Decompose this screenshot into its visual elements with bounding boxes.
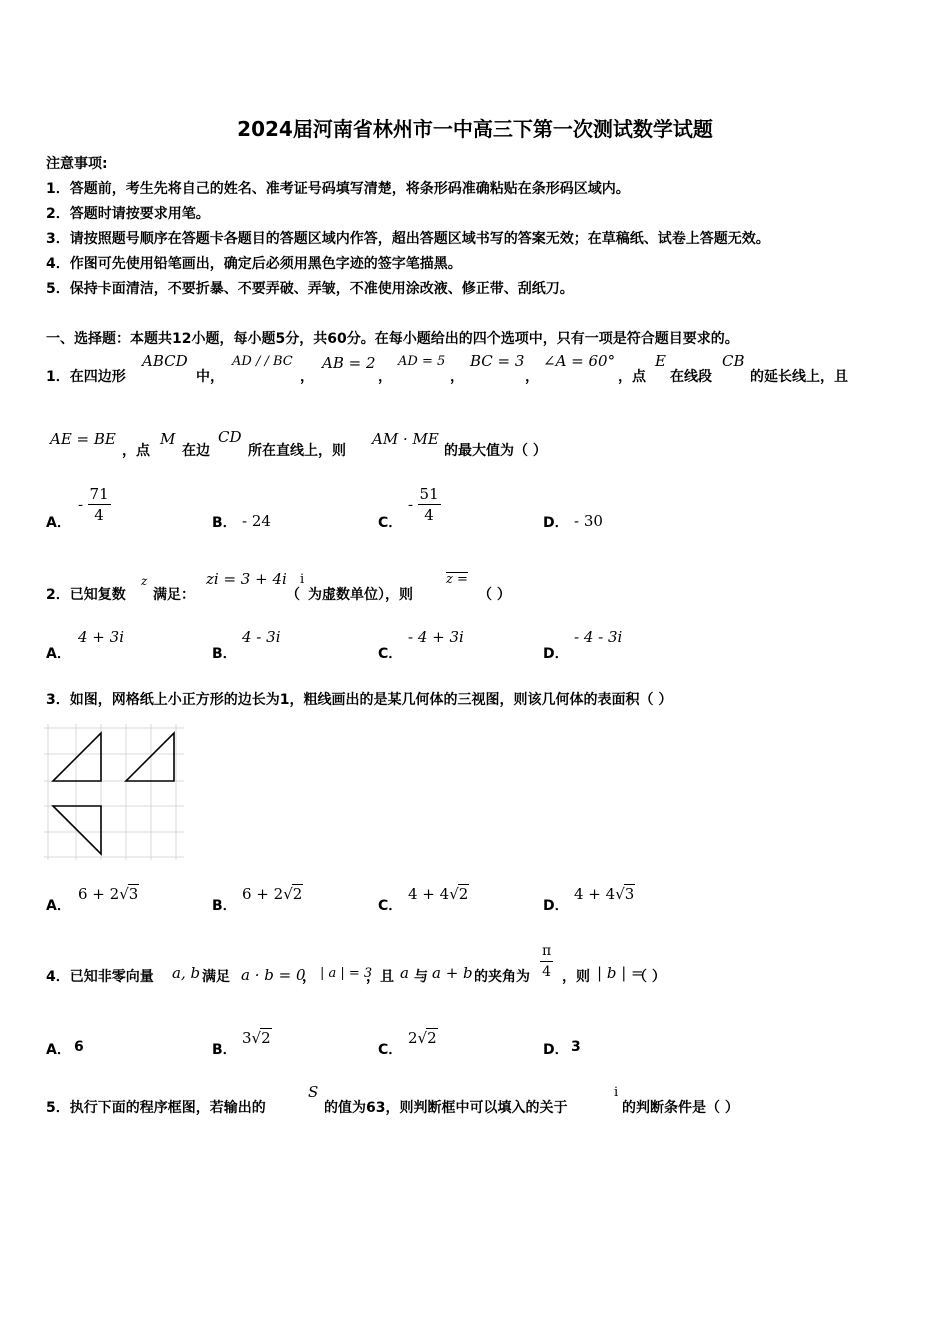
q3-option-b-coef: 6 + 2	[242, 885, 284, 903]
q3-option-c: 4 + 4√2	[408, 885, 469, 903]
q4-option-c-coef: 2	[408, 1029, 418, 1047]
q4-option-b-radicand: 2	[261, 1029, 271, 1047]
q2-option-a: 4 + 3i	[78, 628, 124, 646]
q5-text: 的值为63，则判断框中可以填入的关于	[324, 1100, 568, 1116]
q3-text: 3．如图，网格纸上小正方形的边长为1，粗线画出的是某几何体的三视图，则该几何体的表面积（ ）	[46, 692, 673, 708]
q1-option-c	[408, 484, 441, 525]
q4-math: a · b = 0	[241, 966, 306, 984]
q4-option-d: 3	[571, 1039, 581, 1055]
q3-option-a: 6 + 2√3	[78, 885, 139, 903]
q3-option-d-coef: 4 + 4	[574, 885, 616, 903]
q1-option-a-num: 71	[89, 485, 109, 503]
q4-option-c-label: C．	[378, 1042, 403, 1058]
q4-math: | a | = 3	[320, 966, 373, 981]
q4-text: 满足	[202, 969, 230, 985]
q3-option-d-radicand: 3	[624, 885, 635, 903]
q1-option-b: - 24	[242, 512, 271, 530]
page-title: 2024届河南省林州市一中高三下第一次测试数学试题	[237, 117, 713, 141]
q1-sep: ，	[525, 369, 539, 385]
q1-math: CB	[722, 352, 745, 370]
q2-option-b-label: B．	[212, 646, 237, 662]
q2-math: z	[141, 574, 148, 588]
q2-text: 满足：	[153, 587, 195, 603]
q1-sep: ，	[300, 369, 314, 385]
q4-text: 的夹角为	[474, 969, 530, 985]
q3-option-d: 4 + 4√3	[574, 885, 635, 903]
q1-sep: ，	[378, 369, 392, 385]
q3-option-b: 6 + 2√2	[242, 885, 303, 903]
q2-option-a-label: A．	[46, 646, 71, 662]
q1-math: M	[160, 430, 176, 448]
top-view-triangle	[53, 806, 101, 854]
q4-option-c-radicand: 2	[427, 1029, 437, 1047]
q4-text: ，且	[366, 969, 394, 985]
q5-text: 5．执行下面的程序框图，若输出的	[46, 1100, 266, 1116]
q4-frac-den: 4	[542, 964, 552, 980]
q1-option-c-den: 4	[424, 506, 434, 524]
q1-option-d: - 30	[574, 512, 603, 530]
q1-math: AM · ME	[372, 430, 439, 448]
q2-text: （	[286, 587, 300, 603]
note-item: 5．保持卡面清洁，不要折暴、不要弄破、弄皱，不准使用涂改液、修正带、刮纸刀。	[46, 281, 574, 297]
q2-option-c-label: C．	[378, 646, 403, 662]
q2-math: zi = 3 + 4i	[206, 570, 287, 588]
q4-option-b: 3√2	[242, 1029, 271, 1047]
three-view-figure	[44, 724, 184, 860]
q3-option-a-label: A．	[46, 898, 71, 914]
q2-option-d-label: D．	[543, 646, 569, 662]
q4-sep: ，	[302, 969, 316, 985]
q1-text: 的最大值为（ ）	[444, 443, 547, 459]
q1-math: AB = 2	[322, 354, 376, 372]
q1-text: 中，	[196, 369, 224, 385]
q4-option-d-label: D．	[543, 1042, 569, 1058]
q3-option-b-radicand: 2	[292, 885, 303, 903]
q1-option-c-sign: -	[408, 495, 414, 514]
q5-math: S	[308, 1083, 319, 1101]
q4-option-a-label: A．	[46, 1042, 71, 1058]
q4-math: a + b	[432, 964, 473, 982]
q3-option-c-radicand: 2	[458, 885, 469, 903]
q4-text: 与	[414, 969, 428, 985]
q4-option-a: 6	[74, 1039, 84, 1055]
q1-text: 的延长线上，且	[750, 369, 848, 385]
q4-option-b-label: B．	[212, 1042, 237, 1058]
q4-angle-fraction	[540, 941, 553, 982]
q1-math: ABCD	[142, 352, 188, 370]
q1-option-a-label: A．	[46, 515, 71, 531]
q1-math: BC = 3	[470, 352, 525, 370]
q3-option-c-label: C．	[378, 898, 403, 914]
q1-text: 在边	[182, 443, 210, 459]
note-item: 4．作图可先使用铅笔画出，确定后必须用黑色字迹的签字笔描黑。	[46, 256, 462, 272]
q2-text: 2．已知复数	[46, 587, 126, 603]
q2-text: 为虚数单位），则	[308, 587, 413, 603]
q1-math: AD = 5	[398, 354, 446, 369]
q1-option-a-sign: -	[78, 495, 84, 514]
note-item: 1．答题前，考生先将自己的姓名、准考证号码填写清楚，将条形码准确粘贴在条形码区域内。	[46, 181, 630, 197]
q1-option-a-den: 4	[94, 506, 104, 524]
q4-text: （ ）	[633, 969, 666, 985]
q4-frac-num: π	[540, 941, 553, 962]
q3-option-c-coef: 4 + 4	[408, 885, 450, 903]
q4-math: | b | =	[597, 964, 644, 982]
q5-math: i	[614, 1085, 619, 1100]
q1-text: ，点	[122, 443, 150, 459]
q1-math: AE = BE	[50, 430, 116, 448]
q1-option-a	[78, 484, 111, 525]
q1-text: 所在直线上，则	[248, 443, 346, 459]
section-heading: 一、选择题：本题共12小题，每小题5分，共60分。在每小题给出的四个选项中，只有一项是符合题目要求的。	[46, 331, 739, 347]
side-view-triangle	[126, 733, 174, 781]
q2-option-b: 4 - 3i	[242, 628, 281, 646]
q4-option-b-coef: 3	[242, 1029, 252, 1047]
q1-option-d-label: D．	[543, 515, 569, 531]
q5-text: 的判断条件是（ ）	[622, 1100, 739, 1116]
q1-option-b-label: B．	[212, 515, 237, 531]
q1-option-c-num: 51	[419, 485, 439, 503]
q2-math-conjugate: z =	[446, 572, 468, 587]
q3-option-d-label: D．	[543, 898, 569, 914]
q1-text: ，点	[618, 369, 646, 385]
q1-math: AD / / BC	[232, 354, 293, 369]
q1-math: E	[655, 352, 666, 370]
notes-heading: 注意事项:	[46, 156, 108, 172]
q4-math: a	[400, 964, 409, 982]
q4-text: 4．已知非零向量	[46, 969, 154, 985]
q3-option-b-label: B．	[212, 898, 237, 914]
q1-option-c-label: C．	[378, 515, 403, 531]
q3-option-a-radicand: 3	[128, 885, 139, 903]
note-item: 3．请按照题号顺序在答题卡各题目的答题区域内作答，超出答题区域书写的答案无效；在草稿纸、试卷上答题无效。	[46, 231, 770, 247]
q1-text: 在线段	[670, 369, 712, 385]
note-item: 2．答题时请按要求用笔。	[46, 206, 210, 222]
q1-text: 1．在四边形	[46, 369, 126, 385]
q4-math: a, b	[172, 964, 201, 982]
q2-math: i	[300, 572, 305, 587]
q4-text: ，则	[562, 969, 590, 985]
q2-text: （ ）	[478, 587, 511, 603]
q1-math: CD	[218, 428, 242, 446]
front-view-triangle	[53, 733, 101, 781]
q2-option-c: - 4 + 3i	[408, 628, 464, 646]
q1-math: ∠A = 60°	[543, 352, 616, 370]
q3-option-a-coef: 6 + 2	[78, 885, 120, 903]
q4-option-c: 2√2	[408, 1029, 437, 1047]
q2-option-d: - 4 - 3i	[574, 628, 623, 646]
q1-sep: ，	[450, 369, 464, 385]
